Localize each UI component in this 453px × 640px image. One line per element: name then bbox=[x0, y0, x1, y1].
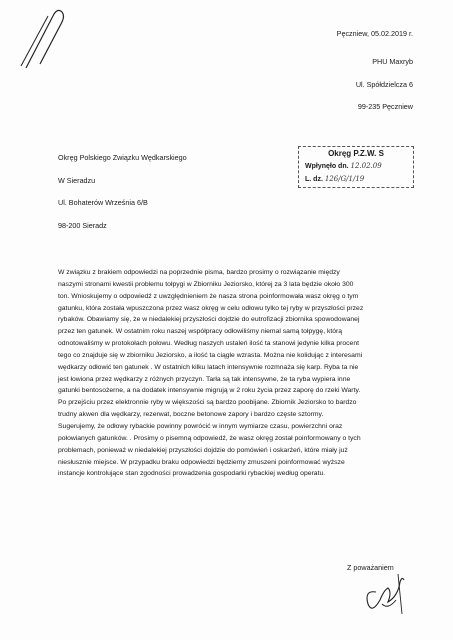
body-line: Po przejściu przez elektronnie ryby w większości są bardzo poobijane. Zbiornik Jeziorsko to bardzo bbox=[58, 399, 357, 407]
body-line: ton. Wnioskujemy o odpowiedź z uwzględnieniem że nasza strona poinformowała wasz okręg o tym bbox=[58, 292, 359, 300]
registry-stamp bbox=[298, 146, 414, 188]
body-line: instancje kontrolujące stan zgodności prowadzenia gospodarki rybackiej według operatu. bbox=[58, 470, 326, 478]
body-line: gatunki bentosożerne, a na dodatek intensywnie migrują w 2 roku życia przez zaporę do rzeki Warty. bbox=[58, 387, 361, 395]
body-line: przez ten gatunek. W ostatnim roku naszej współpracy odłowiliśmy niemal samą tołpygę, którą bbox=[58, 328, 343, 336]
body-line: trudny akwen dla wędkarzy, rezerwat, boczne betonowe zapory i bardzo częste sztormy. bbox=[58, 411, 324, 419]
sender-address bbox=[356, 56, 413, 124]
recipient-postal: 98-200 Sieradz bbox=[58, 220, 107, 230]
handwritten-signature bbox=[358, 570, 410, 618]
body-line: tego co znajduje się w zbiorniku Jeziorsko, a ilość ta ciągle wzrasta. Można nie kolidując z interesami bbox=[58, 351, 363, 359]
sender-city: 99-235 Pęczniew bbox=[357, 102, 413, 111]
body-line: naszymi stronami kwestii problemu tołpygi w Zbiorniku Jeziorsko, której za 3 lata będzie około 300 bbox=[58, 280, 354, 288]
body-line: gatunku, która została wpuszczona przez wasz okręg w celu odłowu tylko tej ryby w przyszłości przez bbox=[58, 304, 364, 312]
stamp-received-row bbox=[299, 160, 413, 173]
sender-street: Ul. Spółdzielcza 6 bbox=[355, 79, 413, 89]
stamp-received-value: 12.02.09 bbox=[350, 162, 382, 170]
stamp-title: Okręg P.Z.W. S bbox=[328, 149, 384, 158]
body-line: wędkarzy odłowić ten gatunek . W ostatnich kilku latach intensywnie rozmnaża się karp. Ryba ta nie bbox=[58, 363, 359, 371]
body-line: rybaków. Obawiamy się, że w niedalekiej przyszłości dojdzie do eutrofizacji zbiornika spowodowanej bbox=[58, 316, 360, 324]
letter-body bbox=[58, 267, 403, 480]
recipient-city-line: W Sieradzu bbox=[58, 175, 96, 185]
sender-name: PHU Maxryb bbox=[372, 57, 413, 66]
body-line: Sugerujemy, że odłowy rybackie powinny powrócić w innym wymiarze czasu, powierzchni oraz bbox=[58, 422, 343, 430]
date-line: Pęczniew, 05.02.2019 r. bbox=[336, 29, 413, 38]
body-line: problemach, ponieważ w niedalekiej przyszłości dojdzie do pomówień i oskarżeń, które miały już bbox=[58, 446, 348, 454]
letter-date bbox=[337, 28, 413, 39]
body-line: jest łowiona przez wędkarzy z różnych przyczyn. Tarła są tak intensywne, że ta ryba wypiera inne bbox=[58, 375, 351, 383]
body-line: odnotowaliśmy w protokołach połowu. Według naszych ustaleń ilość ta stanowi jedynie kilka procent bbox=[58, 340, 359, 348]
stamp-number-value: 126/G/1/19 bbox=[324, 175, 365, 183]
body-line: W związku z brakiem odpowiedzi na poprzednie pisma, bardzo prosimy o rozwiązanie między bbox=[58, 269, 340, 276]
body-line: niesłusznie miejsce. W przypadku braku odpowiedzi będziemy zmuszeni poinformować wyższe bbox=[58, 458, 345, 466]
recipient-address bbox=[58, 152, 187, 242]
stamp-number-label: L. dz. bbox=[305, 176, 323, 183]
paperclip-mark-icon bbox=[18, 8, 68, 72]
stamp-received-label: Wpłynęło dn. bbox=[305, 163, 349, 170]
closing-phrase: Z poważaniem bbox=[347, 563, 394, 572]
recipient-org: Okręg Polskiego Związku Wędkarskiego bbox=[58, 153, 187, 162]
recipient-street: Ul. Bohaterów Września 6/B bbox=[58, 198, 148, 207]
body-line: połowianych gatunków. . Prosimy o pisemną odpowiedź, że wasz okręg został poinformowany o tych bbox=[58, 434, 361, 442]
stamp-number-row bbox=[299, 173, 413, 186]
